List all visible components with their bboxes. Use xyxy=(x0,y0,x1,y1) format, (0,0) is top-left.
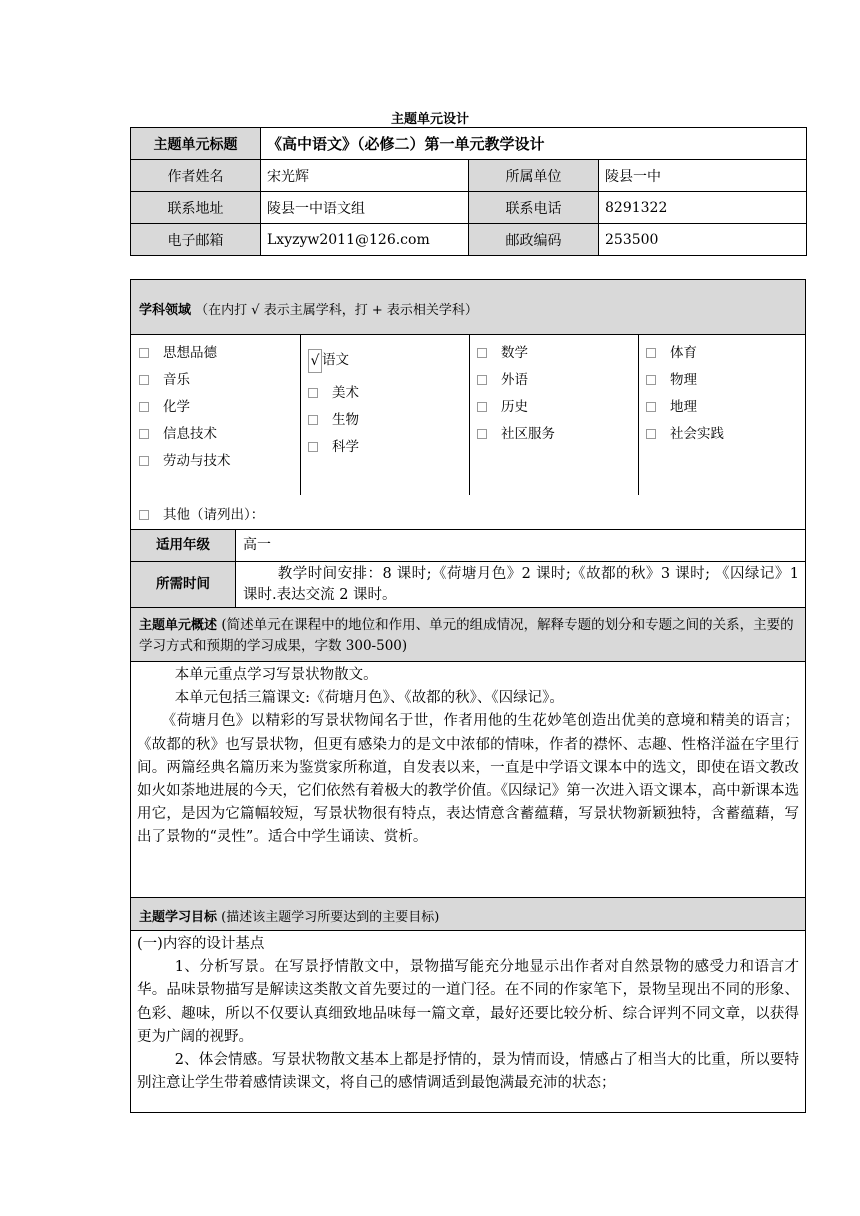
unit-label: 所属单位 xyxy=(469,160,599,192)
goals-body xyxy=(131,931,805,1112)
subject-option[interactable]: 劳动与技术 xyxy=(139,448,231,475)
overview-paragraph: 本单元包括三篇课文:《荷塘月色》、《故都的秋》、《囚绿记》。 xyxy=(174,690,564,707)
subject-area-label: 学科领域 xyxy=(139,303,192,318)
time-value: 教学时间安排：8 课时;《荷塘月色》2 课时;《故都的秋》3 课时; 《囚绿记》1 课时.表达交流 2 课时。 xyxy=(243,566,799,603)
overview-paragraph: 本单元重点学习写景状物散文。 xyxy=(174,667,378,683)
checkbox-icon[interactable] xyxy=(139,510,149,520)
subject-option-checked[interactable]: √ 语文 xyxy=(308,347,359,374)
email-row xyxy=(131,224,807,256)
title-label: 主题单元标题 xyxy=(131,128,261,160)
subject-area-note: （在内打 √ 表示主属学科，打 + 表示相关学科） xyxy=(195,303,478,318)
subject-option[interactable]: 数学 xyxy=(477,340,555,367)
overview-body xyxy=(131,662,805,898)
author-label: 作者姓名 xyxy=(131,160,261,192)
subject-column-4 xyxy=(646,340,724,500)
subject-column-2 xyxy=(308,347,359,507)
grade-value: 高一 xyxy=(243,537,271,553)
subject-option[interactable]: 化学 xyxy=(139,394,231,421)
overview-header xyxy=(131,608,805,662)
checkbox-icon[interactable] xyxy=(646,375,656,385)
checkbox-icon[interactable] xyxy=(477,375,487,385)
subject-checklist xyxy=(131,335,805,530)
checkbox-icon[interactable] xyxy=(477,348,487,358)
goals-text xyxy=(137,933,799,1095)
checkbox-icon[interactable] xyxy=(646,429,656,439)
page-caption: 主题单元设计 xyxy=(390,112,469,127)
overview-paragraph: 《荷塘月色》以精彩的写景状物闻名于世，作者用他的生花妙笔创造出优美的意境和精美的语言；《故都的秋》也写景状物，但更有感染力的是文中浓郁的情味，作者的襟怀、志趣、性格洋溢在字里行间。两篇经典名篇历来为鉴赏家所称道，自发表以来，一直是中学语文课本中的选文，即使在语文教改如火如荼地进展的今天，它们依然有着极大的教学价值。《囚绿记》第一次进入语文课本，高中新课本选用它，是因为它篇幅较短，写景状物很有特点，表达情意含蓄蕴藉，写景状物新颖独特，含蓄蕴藉，写出了景物的“灵性”。适合中学生诵读、赏析。 xyxy=(137,713,799,846)
checkmark-icon[interactable]: √ xyxy=(308,349,322,373)
checkbox-icon[interactable] xyxy=(646,402,656,412)
grade-row xyxy=(131,530,805,562)
checkbox-icon[interactable] xyxy=(646,348,656,358)
subject-option[interactable]: 社区服务 xyxy=(477,421,555,448)
subject-column-3 xyxy=(477,340,555,500)
subject-option[interactable]: 历史 xyxy=(477,394,555,421)
grade-label: 适用年级 xyxy=(131,530,236,561)
checkbox-icon[interactable] xyxy=(139,402,149,412)
author-row xyxy=(131,160,807,192)
subject-option[interactable]: 物理 xyxy=(646,367,724,394)
checkbox-icon[interactable] xyxy=(139,456,149,466)
subject-column-1 xyxy=(139,340,231,500)
info-table xyxy=(130,127,807,256)
subject-area-header xyxy=(131,280,805,335)
subject-box xyxy=(130,279,806,1113)
subject-option[interactable]: 音乐 xyxy=(139,367,231,394)
checkbox-icon[interactable] xyxy=(139,429,149,439)
phone-value: 8291322 xyxy=(599,192,807,224)
email-value: Lxyzyw2011@126.com xyxy=(261,224,469,256)
subject-option[interactable]: 美术 xyxy=(308,380,359,407)
subject-option[interactable]: 社会实践 xyxy=(646,421,724,448)
unit-value: 陵县一中 xyxy=(599,160,807,192)
subject-option[interactable]: 地理 xyxy=(646,394,724,421)
goals-label: 主题学习目标 xyxy=(139,910,218,925)
checkbox-icon[interactable] xyxy=(308,415,318,425)
time-row xyxy=(131,562,805,608)
checkbox-icon[interactable] xyxy=(477,429,487,439)
subject-option[interactable]: 信息技术 xyxy=(139,421,231,448)
goals-paragraph: 1、分析写景。在写景抒情散文中，景物描写能充分地显示出作者对自然景物的感受力和语言才华。品味景物描写是解读这类散文首先要过的一道门径。在不同的作家笔下，景物呈现出不同的形象、色彩、趣味，所以不仅要认真细致地品味每一篇文章，最好还要比较分析、综合评判不同文章，以获得更为广阔的视野。 xyxy=(137,959,799,1045)
address-label: 联系地址 xyxy=(131,192,261,224)
author-value: 宋光辉 xyxy=(261,160,469,192)
subject-option[interactable]: 外语 xyxy=(477,367,555,394)
email-label: 电子邮箱 xyxy=(131,224,261,256)
zip-label: 邮政编码 xyxy=(469,224,599,256)
checkbox-icon[interactable] xyxy=(477,402,487,412)
subject-option[interactable]: 生物 xyxy=(308,407,359,434)
zip-value: 253500 xyxy=(599,224,807,256)
checkbox-icon[interactable] xyxy=(139,375,149,385)
goals-note: (描述该主题学习所要达到的主要目标) xyxy=(221,910,440,925)
checkbox-icon[interactable] xyxy=(308,442,318,452)
overview-label: 主题单元概述 xyxy=(139,618,218,633)
checkbox-icon[interactable] xyxy=(308,388,318,398)
address-row xyxy=(131,192,807,224)
title-row xyxy=(131,128,807,160)
checkbox-icon[interactable] xyxy=(139,348,149,358)
goals-paragraph: 2、体会情感。写景状物散文基本上都是抒情的，景为情而设，情感占了相当大的比重，所以要特别注意让学生带着感情读课文，将自己的感情调适到最饱满最充沛的状态； xyxy=(137,1052,799,1092)
title-value: 《高中语文》（必修二）第一单元教学设计 xyxy=(261,128,807,160)
subject-option[interactable]: 科学 xyxy=(308,434,359,461)
time-label: 所需时间 xyxy=(131,562,236,607)
subject-other[interactable]: 其他（请列出）： xyxy=(139,502,264,529)
address-value: 陵县一中语文组 xyxy=(261,192,469,224)
overview-note: (简述单元在课程中的地位和作用、单元的组成情况，解释专题的划分和专题之间的关系，主要的学习方式和预期的学习成果，字数 300-500) xyxy=(139,617,794,654)
subject-option[interactable]: 体育 xyxy=(646,340,724,367)
phone-label: 联系电话 xyxy=(469,192,599,224)
goals-paragraph: (一)内容的设计基点 xyxy=(137,936,265,952)
goals-header xyxy=(131,898,805,931)
subject-option[interactable]: 思想品德 xyxy=(139,340,231,367)
overview-text xyxy=(137,664,799,850)
